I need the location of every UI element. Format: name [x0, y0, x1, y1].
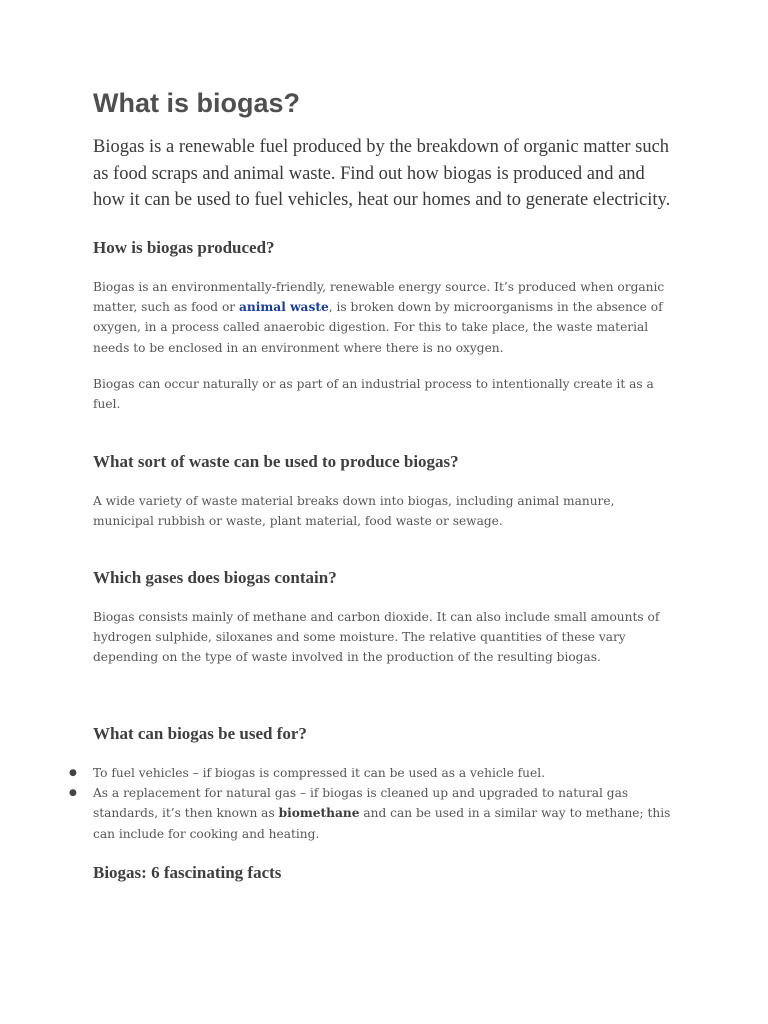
text-segment: Biogas is an environmentally-friendly, renewable energy source. It’s produced when organic matter, such as food or	[93, 280, 665, 315]
text-segment: and can be used in a similar way to methane; this can include for cooking and heating.	[93, 806, 671, 841]
paragraph-how-produced-2: Biogas can occur naturally or as part of an industrial process to intentionally create it as a fuel.	[93, 377, 654, 412]
bullet-icon: ●	[69, 788, 77, 799]
text-segment: , is broken down by microorganisms in the absence of oxygen, in a process called anaerobic digestion. For this to take place, the waste material needs to be enclosed in an environment where there is no oxygen.	[93, 300, 663, 355]
heading-waste-types: What sort of waste can be used to produce biogas?	[93, 452, 459, 471]
uses-list	[69, 763, 678, 844]
biomethane-term: biomethane	[278, 806, 360, 821]
bullet-icon: ●	[69, 768, 77, 778]
list-item	[69, 763, 678, 783]
paragraph-waste-types: A wide variety of waste material breaks down into biogas, including animal manure, municipal rubbish or waste, plant material, food waste or sewage.	[93, 494, 615, 529]
page-title: What is biogas?	[93, 88, 301, 118]
text-segment: As a replacement for natural gas – if biogas is cleaned up and upgraded to natural gas standards, it’s then known as	[93, 786, 629, 821]
heading-gases: Which gases does biogas contain?	[93, 568, 337, 587]
paragraph-gases: Biogas consists mainly of methane and carbon dioxide. It can also include small amounts of hydrogen sulphide, siloxanes and some moisture. The relative quantities of these vary depending on the type of waste involved in the production of the resulting biogas.	[93, 610, 660, 665]
list-item-text: To fuel vehicles – if biogas is compressed it can be used as a vehicle fuel.	[93, 766, 546, 780]
heading-how-produced: How is biogas produced?	[93, 238, 275, 257]
list-item	[69, 783, 678, 844]
animal-waste-link[interactable]: animal waste	[239, 300, 329, 315]
heading-facts: Biogas: 6 fascinating facts	[93, 863, 282, 882]
paragraph-how-produced-1	[93, 277, 678, 358]
heading-uses: What can biogas be used for?	[93, 724, 307, 743]
intro-paragraph: Biogas is a renewable fuel produced by the breakdown of organic matter such as food scraps and animal waste. Find out how biogas is produced and and how it can be used to fuel vehicles, heat our homes and to generate electricity.	[93, 137, 671, 210]
